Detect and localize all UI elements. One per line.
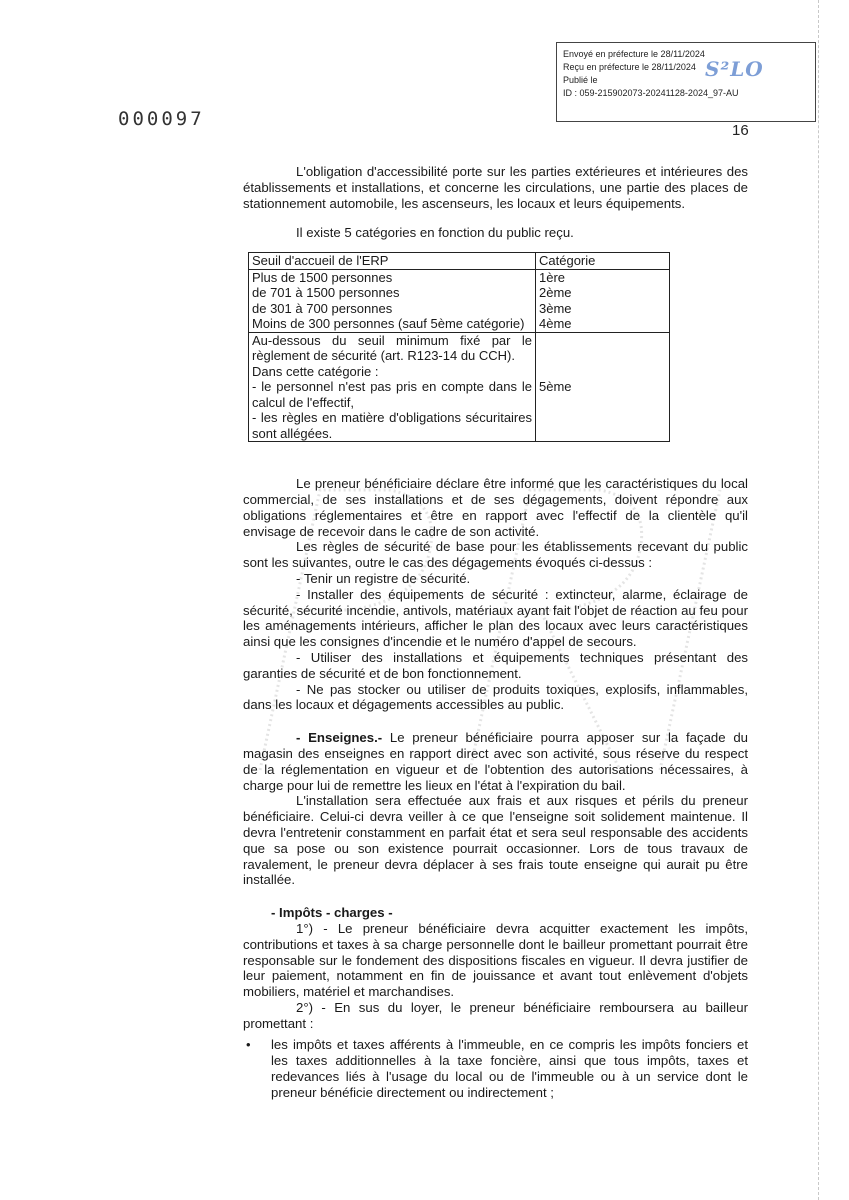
table-cell-categories: [536, 269, 670, 332]
signs-text: Le preneur bénéficiaire pourra apposer sur la façade du magasin des enseignes en rapport direct avec son activité, sous réserve du respect de la réglementation en vigueur et de l'obtention des autorisations nécessaires, à charge pour lui de remettre les lieux en l'état à l'expiration du bail.: [243, 730, 748, 793]
erp-category-table: [248, 252, 670, 442]
signs-title: - Enseignes.-: [296, 730, 383, 746]
stamp-received: Reçu en préfecture le 28/11/2024: [563, 62, 696, 72]
fifth-text-1: Au-dessous du seuil minimum fixé par le règlement de sécurité (art. R123-14 du CCH).: [252, 332, 532, 364]
security-paragraph-1: Le preneur bénéficiaire déclare être informé que les caractéristiques du local commercial, de ses installations et de ses dégagements, doivent répondre aux obligations réglementaires et être en rapport avec l'effectif de la clientèle qu'il envisage de recevoir dans le cadre de son activité.: [243, 476, 748, 539]
list-item-text: les impôts et taxes afférents à l'immeuble, en ce compris les impôts fonciers et les taxes additionnelles à la taxe foncière, ainsi que tous impôts, taxes et redevances liés à l'usage du local ou de l'immeuble ou à un service dont le preneur bénéficie directement ou indirectement ;: [271, 1037, 748, 1100]
prefecture-stamp: [556, 42, 816, 122]
security-item: - Utiliser des installations et équipements techniques présentant des garanties de sécurité et de bon fonctionnement.: [243, 649, 748, 681]
table-cell-fifth-category: 5ème: [536, 332, 670, 442]
security-item: - Installer des équipements de sécurité : extincteur, alarme, éclairage de sécurité, sécurité incendie, antivols, matériaux ayant fait l'objet de réaction au feu pour les aménagements intérieurs, afficher le plan des locaux avec leurs caractéristiques ainsi que les consignes d'incendie et le numéro d'appel de secours.: [243, 586, 748, 650]
list-item: [246, 1037, 748, 1100]
table-cell-thresholds: [249, 269, 536, 332]
intro-paragraph: L'obligation d'accessibilité porte sur les parties extérieures et intérieures des établissements et installations, et concerne les circulations, une partie des places de stationnement automobile, les ascenseurs, les locaux et leurs équipements.: [243, 164, 748, 211]
fifth-text-2: Dans cette catégorie :: [252, 363, 379, 379]
page-edge: [817, 0, 819, 1200]
table-row: [249, 269, 670, 332]
threshold-3: de 301 à 700 personnes: [252, 300, 393, 316]
table-header-row: [249, 253, 670, 270]
fifth-text-4: - les règles en matière d'obligations sécuritaires sont allégées.: [252, 410, 532, 441]
bullet-icon: •: [246, 1037, 251, 1053]
document-body: [243, 164, 748, 1101]
document-number: 000097: [118, 108, 205, 130]
taxes-title: - Impôts - charges -: [271, 905, 393, 921]
stamp-initials: S²LO: [705, 57, 764, 81]
stamp-sent: Envoyé en préfecture le 28/11/2024: [563, 49, 705, 59]
threshold-4: Moins de 300 personnes (sauf 5ème catégorie): [252, 316, 525, 332]
threshold-2: de 701 à 1500 personnes: [252, 285, 400, 301]
stamp-id: ID : 059-215902073-20241128-2024_97-AU: [563, 88, 739, 98]
taxes-paragraph-1: 1°) - Le preneur bénéficiaire devra acquitter exactement les impôts, contributions et taxes à sa charge personnelle dont le bailleur promettant pourrait être responsable sur le fondement des dispositions fiscales en vigueur. Il devra justifier de leur paiement, notamment en fin de jouissance et avant tout enlèvement d'objets mobiliers, matériel et marchandises.: [243, 920, 748, 1000]
category-3: 3ème: [539, 300, 572, 316]
categories-intro: Il existe 5 catégories en fonction du public reçu.: [296, 225, 574, 241]
fifth-text-3: - le personnel n'est pas pris en compte dans le calcul de l'effectif,: [252, 379, 532, 410]
stamp-published: Publié le: [563, 75, 598, 85]
taxes-bullet-list: [243, 1037, 748, 1100]
table-header-category: Catégorie: [536, 253, 670, 270]
threshold-1: Plus de 1500 personnes: [252, 269, 393, 285]
category-1: 1ère: [539, 269, 566, 285]
page-number: 16: [732, 122, 749, 139]
security-item: - Tenir un registre de sécurité.: [296, 570, 471, 586]
taxes-paragraph-2: 2°) - En sus du loyer, le preneur bénéficiaire remboursera au bailleur promettant :: [243, 999, 748, 1031]
security-paragraph-2: Les règles de sécurité de base pour les établissements recevant du public sont les suivantes, outre le cas des dégagements évoqués ci-dessus :: [243, 539, 748, 571]
signs-paragraph-1: [243, 730, 748, 793]
table-header-threshold: Seuil d'accueil de l'ERP: [249, 253, 536, 270]
category-4: 4ème: [539, 316, 572, 332]
table-cell-fifth-threshold: [249, 332, 536, 442]
table-row: [249, 332, 670, 442]
signs-paragraph-2: L'installation sera effectuée aux frais et aux risques et périls du preneur bénéficiaire. Celui-ci devra veiller à ce que l'enseigne soit solidement maintenue. Il devra l'entretenir constamment en parfait état et sera seul responsable des accidents que sa pose ou son existence pourrait occasionner. Lors de tous travaux de ravalement, le preneur devra déplacer à ses frais toute enseigne qui aurait pu être installée.: [243, 793, 748, 888]
security-item: - Ne pas stocker ou utiliser de produits toxiques, explosifs, inflammables, dans les locaux et dégagements accessibles au public.: [243, 681, 748, 713]
category-2: 2ème: [539, 285, 572, 301]
